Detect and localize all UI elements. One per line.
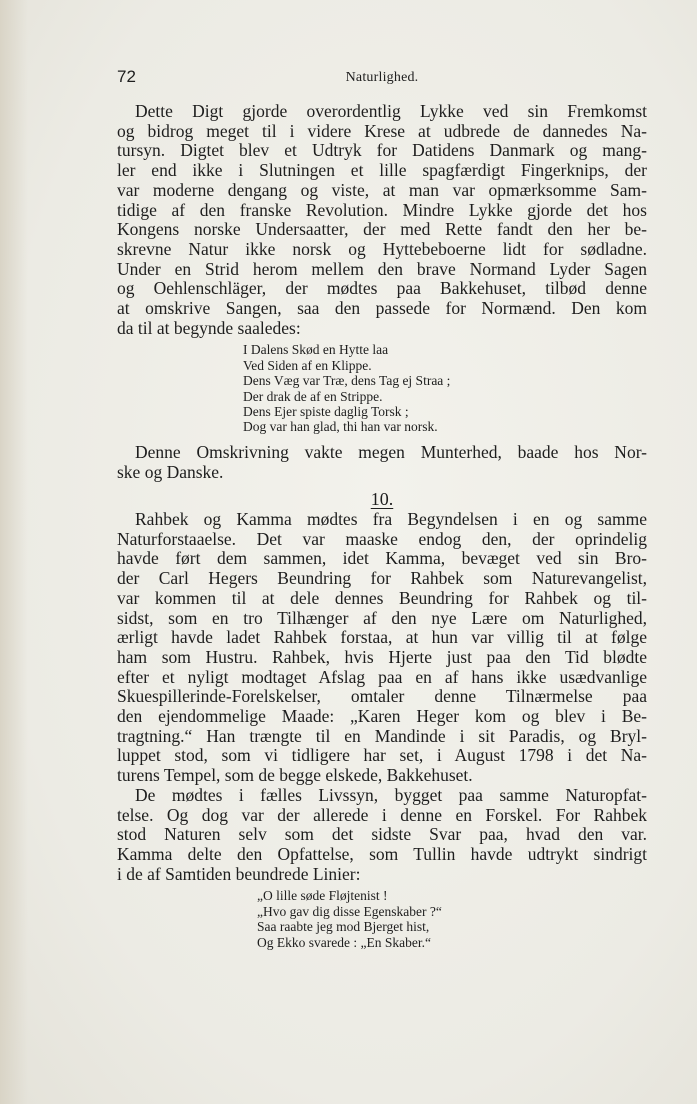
text-line: at omskrive Sangen, saa den passede for Normænd. Den kom: [117, 298, 647, 319]
text-line: Dette Digt gjorde overordentlig Lykke ved sin Fremkomst: [135, 101, 647, 121]
text-line: luppet stod, som vi tidligere har set, i August 1798 i det Na-: [117, 745, 647, 766]
text-line: ske og Danske.: [117, 461, 224, 482]
text-line: var moderne dengang og viste, at man var opmærksomme Sam-: [117, 179, 647, 200]
text-line: Denne Omskrivning vakte megen Munterhed, baade hos Nor-: [135, 441, 647, 462]
poem-line: Dog var han glad, thi han var norsk.: [243, 419, 438, 435]
text-line: Naturforstaaelse. Det var maaske endog den, der oprindelig: [117, 528, 647, 549]
poem-line: Der drak de af en Strippe.: [243, 388, 383, 404]
text-line: i de af Samtiden beundrede Linier:: [117, 863, 361, 884]
page-edge-shadow: [0, 0, 28, 1104]
text-line: efter et nyligt modtaget Afslag paa en af hans ikke usædvanlige: [117, 666, 647, 687]
text-line: ærligt havde ladet Rahbek forstaa, at hun var villig til at følge: [117, 627, 647, 648]
text-line: Kamma delte den Opfattelse, som Tullin havde udtrykt sindrigt: [117, 843, 647, 864]
text-line: havde ført dem sammen, idet Kamma, bevæget ved sin Bro-: [117, 548, 647, 569]
text-line: ler end ikke i Slutningen et lille spagfærdigt Fingerknips, der: [117, 160, 647, 181]
running-title: Naturlighed.: [345, 70, 419, 85]
paragraph-2: [117, 443, 647, 482]
text-line: der Carl Hegers Beundring for Rahbek som Naturevangelist,: [117, 568, 647, 589]
section-number: 10.: [370, 489, 394, 510]
page-number: 72: [117, 67, 136, 86]
text-line: De mødtes i fælles Livssyn, bygget paa samme Naturopfat-: [135, 784, 647, 805]
text-line: turens Tempel, som de begge elskede, Bakkehuset.: [117, 765, 473, 786]
text-line: Rahbek og Kamma mødtes fra Begyndelsen i en og samme: [135, 508, 647, 529]
text-line: telse. Og dog var der allerede i denne en Forskel. For Rahbek: [117, 804, 647, 825]
paragraph-3: [117, 510, 647, 786]
text-line: da til at begynde saaledes:: [117, 317, 301, 338]
poem-line: Saa raabte jeg mod Bjerget hist,: [257, 919, 430, 935]
poem-line: „O lille søde Fløjtenist !: [257, 888, 388, 904]
text-line: tidige af den franske Revolution. Mindre Lykke gjorde det hos: [117, 199, 647, 220]
text-line: sidst, som en tro Tilhænger af den nye Lære om Naturlighed,: [117, 607, 647, 628]
poem-line: Ved Siden af en Klippe.: [243, 357, 372, 373]
text-line: Kongens norske Undersaatter, der med Rette fandt den her be-: [117, 219, 647, 240]
paragraph-1: [117, 102, 647, 338]
text-line: Under en Strid herom mellem den brave Normand Lyder Sagen: [117, 258, 647, 279]
text-line: skrevne Natur ikke norsk og Hyttebeboerne lidt for sødladne.: [117, 238, 647, 259]
poem-line: „Hvo gav dig disse Egenskaber ?“: [257, 903, 442, 919]
paragraph-4: [117, 786, 647, 885]
text-line: ham som Hustru. Rahbek, hvis Hjerte just paa den Tid blødte: [117, 646, 647, 667]
text-line: den ejendommelige Maade: „Karen Heger kom og blev i Be-: [117, 706, 647, 727]
poem-line: Dens Ejer spiste daglig Torsk ;: [243, 404, 409, 420]
poem-1: [243, 342, 647, 434]
text-line: tursyn. Digtet blev et Udtryk for Datidens Danmark og mang-: [117, 140, 647, 161]
poem-line: Dens Væg var Træ, dens Tag ej Straa ;: [243, 373, 451, 389]
page-header: [117, 67, 647, 91]
poem-line: I Dalens Skød en Hytte laa: [243, 342, 389, 358]
text-line: og Oehlenschläger, der mødtes paa Bakkehuset, tilbød denne: [117, 278, 647, 299]
poem-line: Og Ekko svarede : „En Skaber.“: [257, 934, 431, 950]
text-line: og bidrog meget til i videre Krese at udbrede de dannedes Na-: [117, 120, 647, 141]
text-line: var kommen til at dele dennes Beundring for Rahbek og til-: [117, 587, 647, 608]
poem-2: [257, 888, 647, 950]
page-body: [117, 102, 647, 950]
text-line: stod Naturen selv som det sidste Svar paa, hvad den var.: [117, 824, 647, 845]
text-line: Skuespillerinde-Forelskelser, omtaler denne Tilnærmelse paa: [117, 686, 647, 707]
text-line: tragtning.“ Han trængte til en Mandinde i sit Paradis, og Bryl-: [117, 725, 647, 746]
